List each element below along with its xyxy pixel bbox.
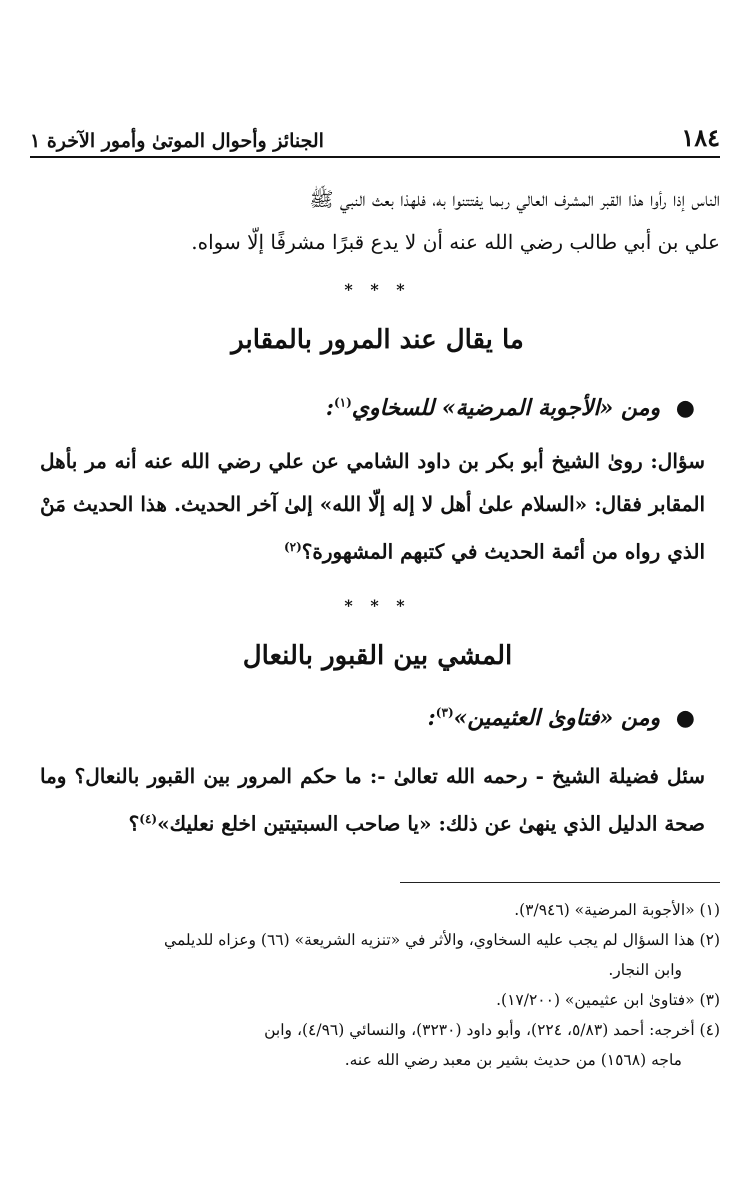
section-heading-2: المشي بين القبور بالنعال <box>242 641 513 671</box>
footnotes <box>40 895 720 1075</box>
page-number: ١٨٤ <box>681 123 720 152</box>
footnote-2-line-1: (٢) هذا السؤال لم يجب عليه السخاوي، والأثر في «تنزيه الشريعة» (٦٦) وعزاه للديلمي <box>164 931 720 949</box>
footnote-1: (١) «الأجوبة المرضية» (٣/٩٤٦). <box>514 901 720 919</box>
question-text-2: سئل فضيلة الشيخ - رحمه الله تعالىٰ -: ما حكم المرور بين القبور بالنعال؟ وما صحة الدليل الذي ينهىٰ عن ذلك: «يا صاحب السبتيتين اخلع نعليك» <box>40 764 705 836</box>
intro-line-1: الناس إذا رأوا هذا القبر المشرف العالي ربما يفتتنوا به، فلهذا بعث النبي ﷺ <box>309 187 720 211</box>
page-header <box>30 112 720 152</box>
bullet-icon: ● <box>675 705 695 731</box>
source-line-2 <box>428 705 695 731</box>
footnote-ref-4: (٤) <box>139 812 158 826</box>
question-paragraph-1 <box>40 440 705 574</box>
section-heading-1: ما يقال عند المرور بالمقابر <box>231 325 524 355</box>
section-separator-1: * * * <box>344 280 411 299</box>
footnote-ref-1: (١) <box>333 395 352 410</box>
question-text-1: سؤال: روىٰ الشيخ أبو بكر بن داود الشامي عن علي رضي الله عنه أنه مر بأهل المقابر فقال: «السلام علىٰ أهل لا إله إلّا الله» إلىٰ آخر الحديث. هذا الحديث مَنْ الذي رواه من أئمة الحديث في كتبهم المشهورة؟ <box>40 449 705 564</box>
bullet-icon: ● <box>675 395 695 421</box>
source-suffix-2: : <box>427 705 436 731</box>
footnote-4-line-1: (٤) أخرجه: أحمد (٥/٨٣، ٢٢٤)، وأبو داود (٣٢٣٠)، والنسائي (٤/٩٦)، وابن <box>264 1021 720 1039</box>
running-title: الجنائز وأحوال الموتىٰ وأمور الآخرة ١ <box>30 130 324 152</box>
intro-paragraph <box>45 178 720 264</box>
source-suffix-1: : <box>325 395 334 421</box>
footnote-divider <box>400 882 720 883</box>
footnote-4-line-2: ماجه (١٥٦٨) من حديث بشير بن معبد رضي الله عنه. <box>344 1051 682 1069</box>
section-separator-2: * * * <box>344 596 411 615</box>
source-line-1 <box>326 395 695 421</box>
footnote-2-line-2: وابن النجار. <box>608 961 682 979</box>
intro-line-2: علي بن أبي طالب رضي الله عنه أن لا يدع قبرًا مشرفًا إلّا سواه. <box>191 230 720 254</box>
source-label-2: ومن «فتاوىٰ العثيمين» <box>453 705 661 731</box>
header-divider <box>30 156 720 158</box>
source-label-1: ومن «الأجوبة المرضية» للسخاوي <box>351 395 661 421</box>
footnote-3: (٣) «فتاوىٰ ابن عثيمين» (١٧/٢٠٠). <box>496 991 720 1009</box>
question-end-2: ؟ <box>128 811 140 836</box>
question-paragraph-2 <box>40 755 705 846</box>
footnote-ref-2: (٢) <box>283 540 302 554</box>
footnote-ref-3: (٣) <box>435 705 454 720</box>
